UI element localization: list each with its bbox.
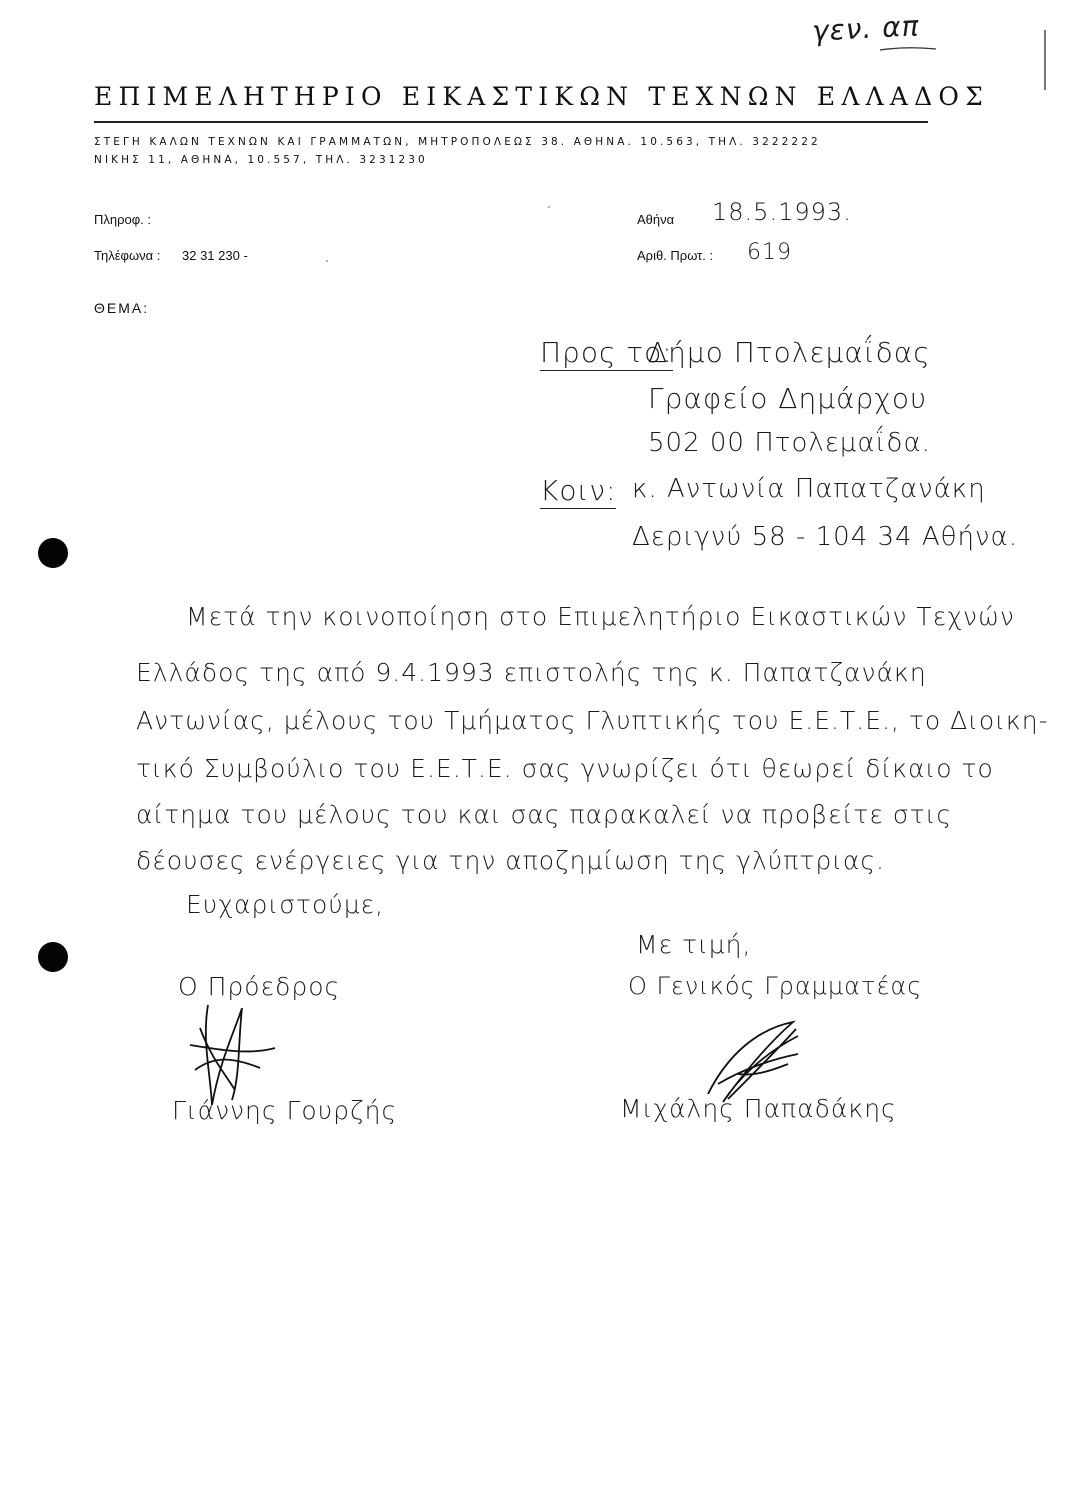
binder-hole-bottom [38,942,68,972]
phones-label: Τηλέφωνα : [94,248,161,263]
body-line-6: δέουσες ενέργειες για την αποζημίωση της γλύπτριας. [136,846,885,875]
letterhead-address-line2: ΝΙΚΗΣ 11, ΑΘΗΝΑ, 10.557, ΤΗΛ. 3231230 [94,154,428,166]
right-signatory-name: Μιχάλης Παπαδάκης [620,1094,897,1123]
to-line-2: Γραφείο Δημάρχου [648,382,928,415]
corner-note: γεν. απ [811,9,921,48]
letterhead-rule [94,121,928,123]
body-line-2: Ελλάδος της από 9.4.1993 επιστολής της κ. Παπατζανάκη [136,658,927,687]
body-line-4: τικό Συμβούλιο του Ε.Ε.Τ.Ε. σας γνωρίζει ότι θεωρεί δίκαιο το [136,754,994,783]
cc-line-1: κ. Αντωνία Παπατζανάκη [632,474,986,504]
letterhead-title: ΕΠΙΜΕΛΗΤΗΡΙΟ ΕΙΚΑΣΤΙΚΩΝ ΤΕΧΝΩΝ ΕΛΛΑΔΟΣ [94,82,989,111]
cc-line-2: Δεριγνύ 58 - 104 34 Αθήνα. [632,522,1018,552]
closing-thanks: Ευχαριστούμε, [186,890,385,919]
left-signature-scribble [180,1000,280,1110]
body-line-5: αίτημα του μέλους του και σας παρακαλεί να προβείτε στις [136,800,953,829]
subject-label: ΘΕΜΑ: [94,300,150,316]
protocol-label: Αριθ. Πρωτ. : [637,248,714,263]
left-signatory-title: Ο Πρόεδρος [178,972,341,1001]
page-edge-mark [1044,30,1046,90]
date-value: 18.5.1993. [712,198,852,226]
body-line-3: Αντωνίας, μέλους του Τμήματος Γλυπτικής του Ε.Ε.Τ.Ε., το Διοικη- [136,706,1049,735]
protocol-value: 619 [747,240,792,265]
body-line-1: Μετά την κοινοποίηση στο Επιμελητήριο Εικαστικών Τεχνών [186,602,1015,631]
scan-speck [548,206,550,208]
corner-note-underline [878,44,938,54]
left-signatory-name: Γιάννης Γουρζής [172,1096,398,1125]
to-line-3: 502 00 Πτολεμαΐδα. [648,428,931,458]
regards: Με τιμή, [636,930,752,959]
phones-value: 32 31 230 - [182,248,248,263]
city-label: Αθήνα [637,212,675,227]
right-signatory-title: Ο Γενικός Γραμματέας [628,972,923,1000]
to-label: Προς το: [540,336,673,369]
cc-label: Κοιν: [540,474,617,507]
info-label: Πληροφ. : [94,212,152,227]
scan-speck [326,260,328,262]
to-line-1: Δήμο Πτολεμαΐδας [648,336,931,369]
binder-hole-top [38,538,68,568]
letterhead-address-line1: ΣΤΕΓΗ ΚΑΛΩΝ ΤΕΧΝΩΝ ΚΑΙ ΓΡΑΜΜΑΤΩΝ, ΜΗΤΡΟΠΟΛΕΩΣ 38. ΑΘΗΝΑ. 10.563, ΤΗΛ. 3222222 [94,136,821,148]
